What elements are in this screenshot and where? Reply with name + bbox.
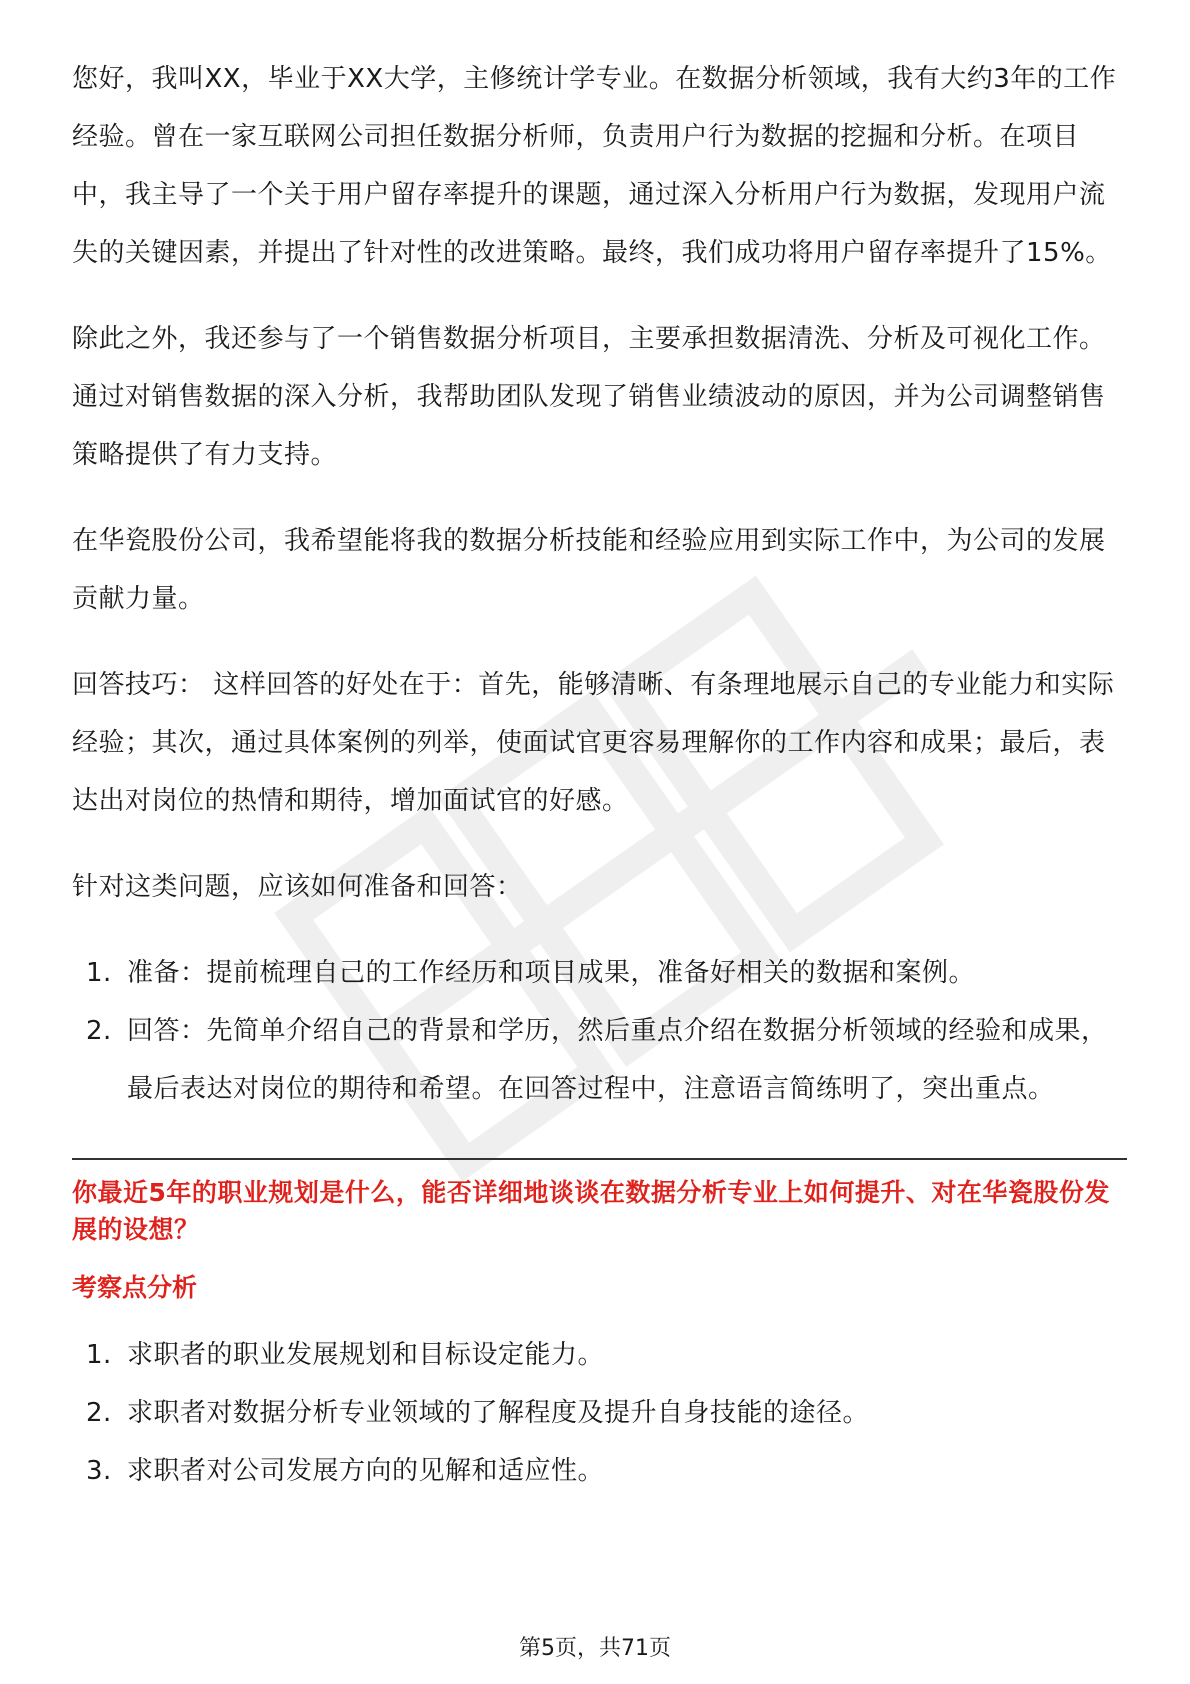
list-item-text: 回答：先简单介绍自己的背景和学历，然后重点介绍在数据分析领域的经验和成果，最后表达对岗位的期待和希望。在回答过程中，注意语言简练明了，突出重点。 [127, 1016, 1108, 1104]
list-item-number: 1. [86, 958, 112, 988]
list-item [72, 1384, 1127, 1442]
list-item-text: 求职者的职业发展规划和目标设定能力。 [127, 1340, 605, 1370]
list-item-text: 准备：提前梳理自己的工作经历和项目成果，准备好相关的数据和案例。 [127, 958, 976, 988]
intro-paragraph: 您好，我叫XX，毕业于XX大学，主修统计学专业。在数据分析领域，我有大约3年的工作经验。曾在一家互联网公司担任数据分析师，负责用户行为数据的挖掘和分析。在项目中，我主导了一个关于用户留存率提升的课题，通过深入分析用户行为数据，发现用户流失的关键因素，并提出了针对性的改进策略。最终，我们成功将用户留存率提升了15%。 [72, 64, 1117, 268]
interview-question: 你最近5年的职业规划是什么，能否详细地谈谈在数据分析专业上如何提升、对在华瓷股份发展的设想？ [72, 1178, 1110, 1244]
page-footer: 第5页，共71页 [519, 1636, 671, 1661]
preparation-steps-list [72, 944, 1127, 1118]
list-item [72, 1002, 1127, 1118]
list-item-number: 3. [86, 1456, 112, 1486]
page-content [72, 50, 1127, 1500]
list-item-number: 2. [86, 1016, 112, 1046]
list-item-number: 1. [86, 1340, 112, 1370]
company-aspiration-paragraph: 在华瓷股份公司，我希望能将我的数据分析技能和经验应用到实际工作中，为公司的发展贡献力量。 [72, 526, 1106, 614]
list-item [72, 1442, 1127, 1500]
preparation-intro-paragraph: 针对这类问题，应该如何准备和回答： [72, 872, 523, 902]
list-item-text: 求职者对公司发展方向的见解和适应性。 [127, 1456, 605, 1486]
list-item-text: 求职者对数据分析专业领域的了解程度及提升自身技能的途径。 [127, 1398, 870, 1428]
list-item [72, 944, 1127, 1002]
analysis-points-list [72, 1326, 1127, 1500]
section-divider [72, 1158, 1127, 1160]
list-item-number: 2. [86, 1398, 112, 1428]
list-item [72, 1326, 1127, 1384]
sales-project-paragraph: 除此之外，我还参与了一个销售数据分析项目，主要承担数据清洗、分析及可视化工作。通过对销售数据的深入分析，我帮助团队发现了销售业绩波动的原因，并为公司调整销售策略提供了有力支持。 [72, 324, 1106, 470]
answer-tips-paragraph: 回答技巧： 这样回答的好处在于：首先，能够清晰、有条理地展示自己的专业能力和实际经验；其次，通过具体案例的列举，使面试官更容易理解你的工作内容和成果；最后，表达出对岗位的热情和期待，增加面试官的好感。 [72, 670, 1115, 816]
analysis-heading: 考察点分析 [72, 1273, 198, 1302]
